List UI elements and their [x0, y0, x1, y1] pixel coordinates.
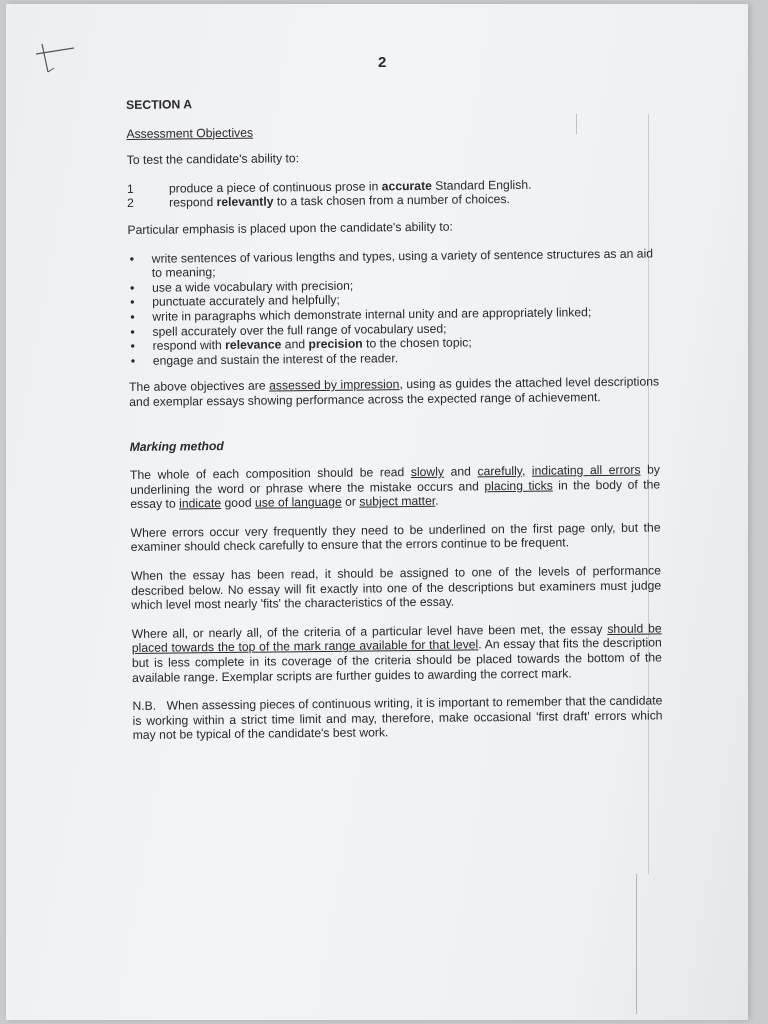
- underlined-text: carefully: [477, 463, 523, 479]
- page-number: 2: [378, 54, 387, 71]
- paragraph-text: good: [221, 495, 256, 511]
- objectives-list: [127, 176, 657, 211]
- list-item: • punctuate accurately and helpfully;: [152, 290, 658, 310]
- paragraph-text: The above objectives are: [128, 378, 270, 395]
- underlined-text: should be placed towards the top of the mark range available for that level: [131, 621, 662, 656]
- scan-line: [636, 874, 637, 1014]
- item-text: Standard English.: [431, 177, 532, 193]
- underlined-text: slowly: [410, 464, 445, 480]
- item-number: 2: [127, 196, 134, 211]
- marking-paragraph-2: Where errors occur very frequently they need to be underlined on the first page only, but the examiner should check carefully to ensure that the errors continue to be frequent.: [130, 520, 661, 555]
- emphasis-intro: Particular emphasis is placed upon the candidate's ability to:: [127, 219, 453, 237]
- assessment-objectives-heading: Assessment Objectives: [126, 125, 254, 141]
- list-item: • spell accurately over the full range of vocabulary used;: [152, 319, 658, 339]
- paragraph-text: and: [443, 464, 478, 479]
- item-text: to the chosen topic;: [362, 335, 472, 351]
- paragraph-text: ,: [521, 463, 532, 478]
- objectives-paragraph: [129, 375, 659, 410]
- item-bold-text: accurate: [381, 178, 432, 194]
- item-number: 1: [126, 181, 134, 196]
- list-item: • use a wide vocabulary with precision;: [152, 275, 658, 295]
- document-page: [6, 4, 748, 1020]
- underlined-text: placing ticks: [484, 478, 553, 493]
- paragraph-text: Where all, or nearly all, of the criteria of a particular level have been met, the essay: [131, 621, 608, 641]
- marking-paragraph-3: When the essay has been read, it should be assigned to one of the levels of performance described below. No essay will fit exactly into one of the descriptions but examiners must judge which level most nearly 'fits' the characteristics of the essay.: [130, 563, 662, 613]
- list-item: • engage and sustain the interest of the reader.: [153, 348, 659, 368]
- underlined-text: assessed by impression: [269, 377, 400, 393]
- assessment-intro: To test the candidate's ability to:: [126, 151, 300, 168]
- item-bold-text: relevance: [225, 337, 282, 353]
- item-bold-text: precision: [308, 336, 363, 352]
- item-text: respond: [169, 195, 217, 210]
- item-bold-text: relevantly: [216, 194, 274, 210]
- underlined-text: use of language: [254, 495, 342, 510]
- section-title: SECTION A: [126, 97, 193, 112]
- paragraph-text: .: [435, 494, 439, 509]
- list-item: • write in paragraphs which demonstrate internal unity and are appropriately linked;: [152, 304, 658, 324]
- paragraph-text: . An essay that fits the description but is less complete in its coverage of the criteria should be placed towards the bottom of the available range. Exemplar scripts are further guides to awarding the correct mark.: [131, 635, 663, 685]
- marking-paragraph-4: [132, 621, 663, 685]
- marking-method-heading: Marking method: [129, 438, 224, 454]
- item-text: and: [281, 337, 309, 352]
- paragraph-text: , using as guides the attached level descriptions and exemplar essays showing performance across the expected range of achievement.: [129, 374, 660, 409]
- paragraph-text: by underlining the word or phrase where the mistake occurs and: [130, 462, 661, 497]
- nb-paragraph: N.B. When assessing pieces of continuous writing, it is important to remember that the candidate is working within a strict time limit and may, therefore, make occasional 'first draft' errors which may not be typical of the candidate's best work.: [132, 693, 666, 743]
- underlined-text: indicate: [179, 496, 222, 511]
- document-body: [126, 88, 666, 757]
- item-text: respond with: [152, 338, 226, 353]
- marking-paragraph-1: [130, 463, 660, 512]
- underlined-text: subject matter: [359, 494, 436, 509]
- item-text: produce a piece of continuous prose in: [168, 179, 382, 196]
- paragraph-text: or: [341, 494, 360, 510]
- paragraph-text: in the body of the essay to: [130, 477, 661, 512]
- list-item: • write sentences of various lengths and types, using a variety of sentence structures as an aid to meaning;: [152, 246, 658, 280]
- underlined-text: indicating all errors: [531, 462, 641, 478]
- emphasis-bullet-list: [128, 246, 659, 368]
- item-text: to a task chosen from a number of choices.: [273, 192, 510, 209]
- pen-mark-icon: [34, 42, 84, 82]
- paragraph-text: The whole of each composition should be read: [129, 465, 411, 483]
